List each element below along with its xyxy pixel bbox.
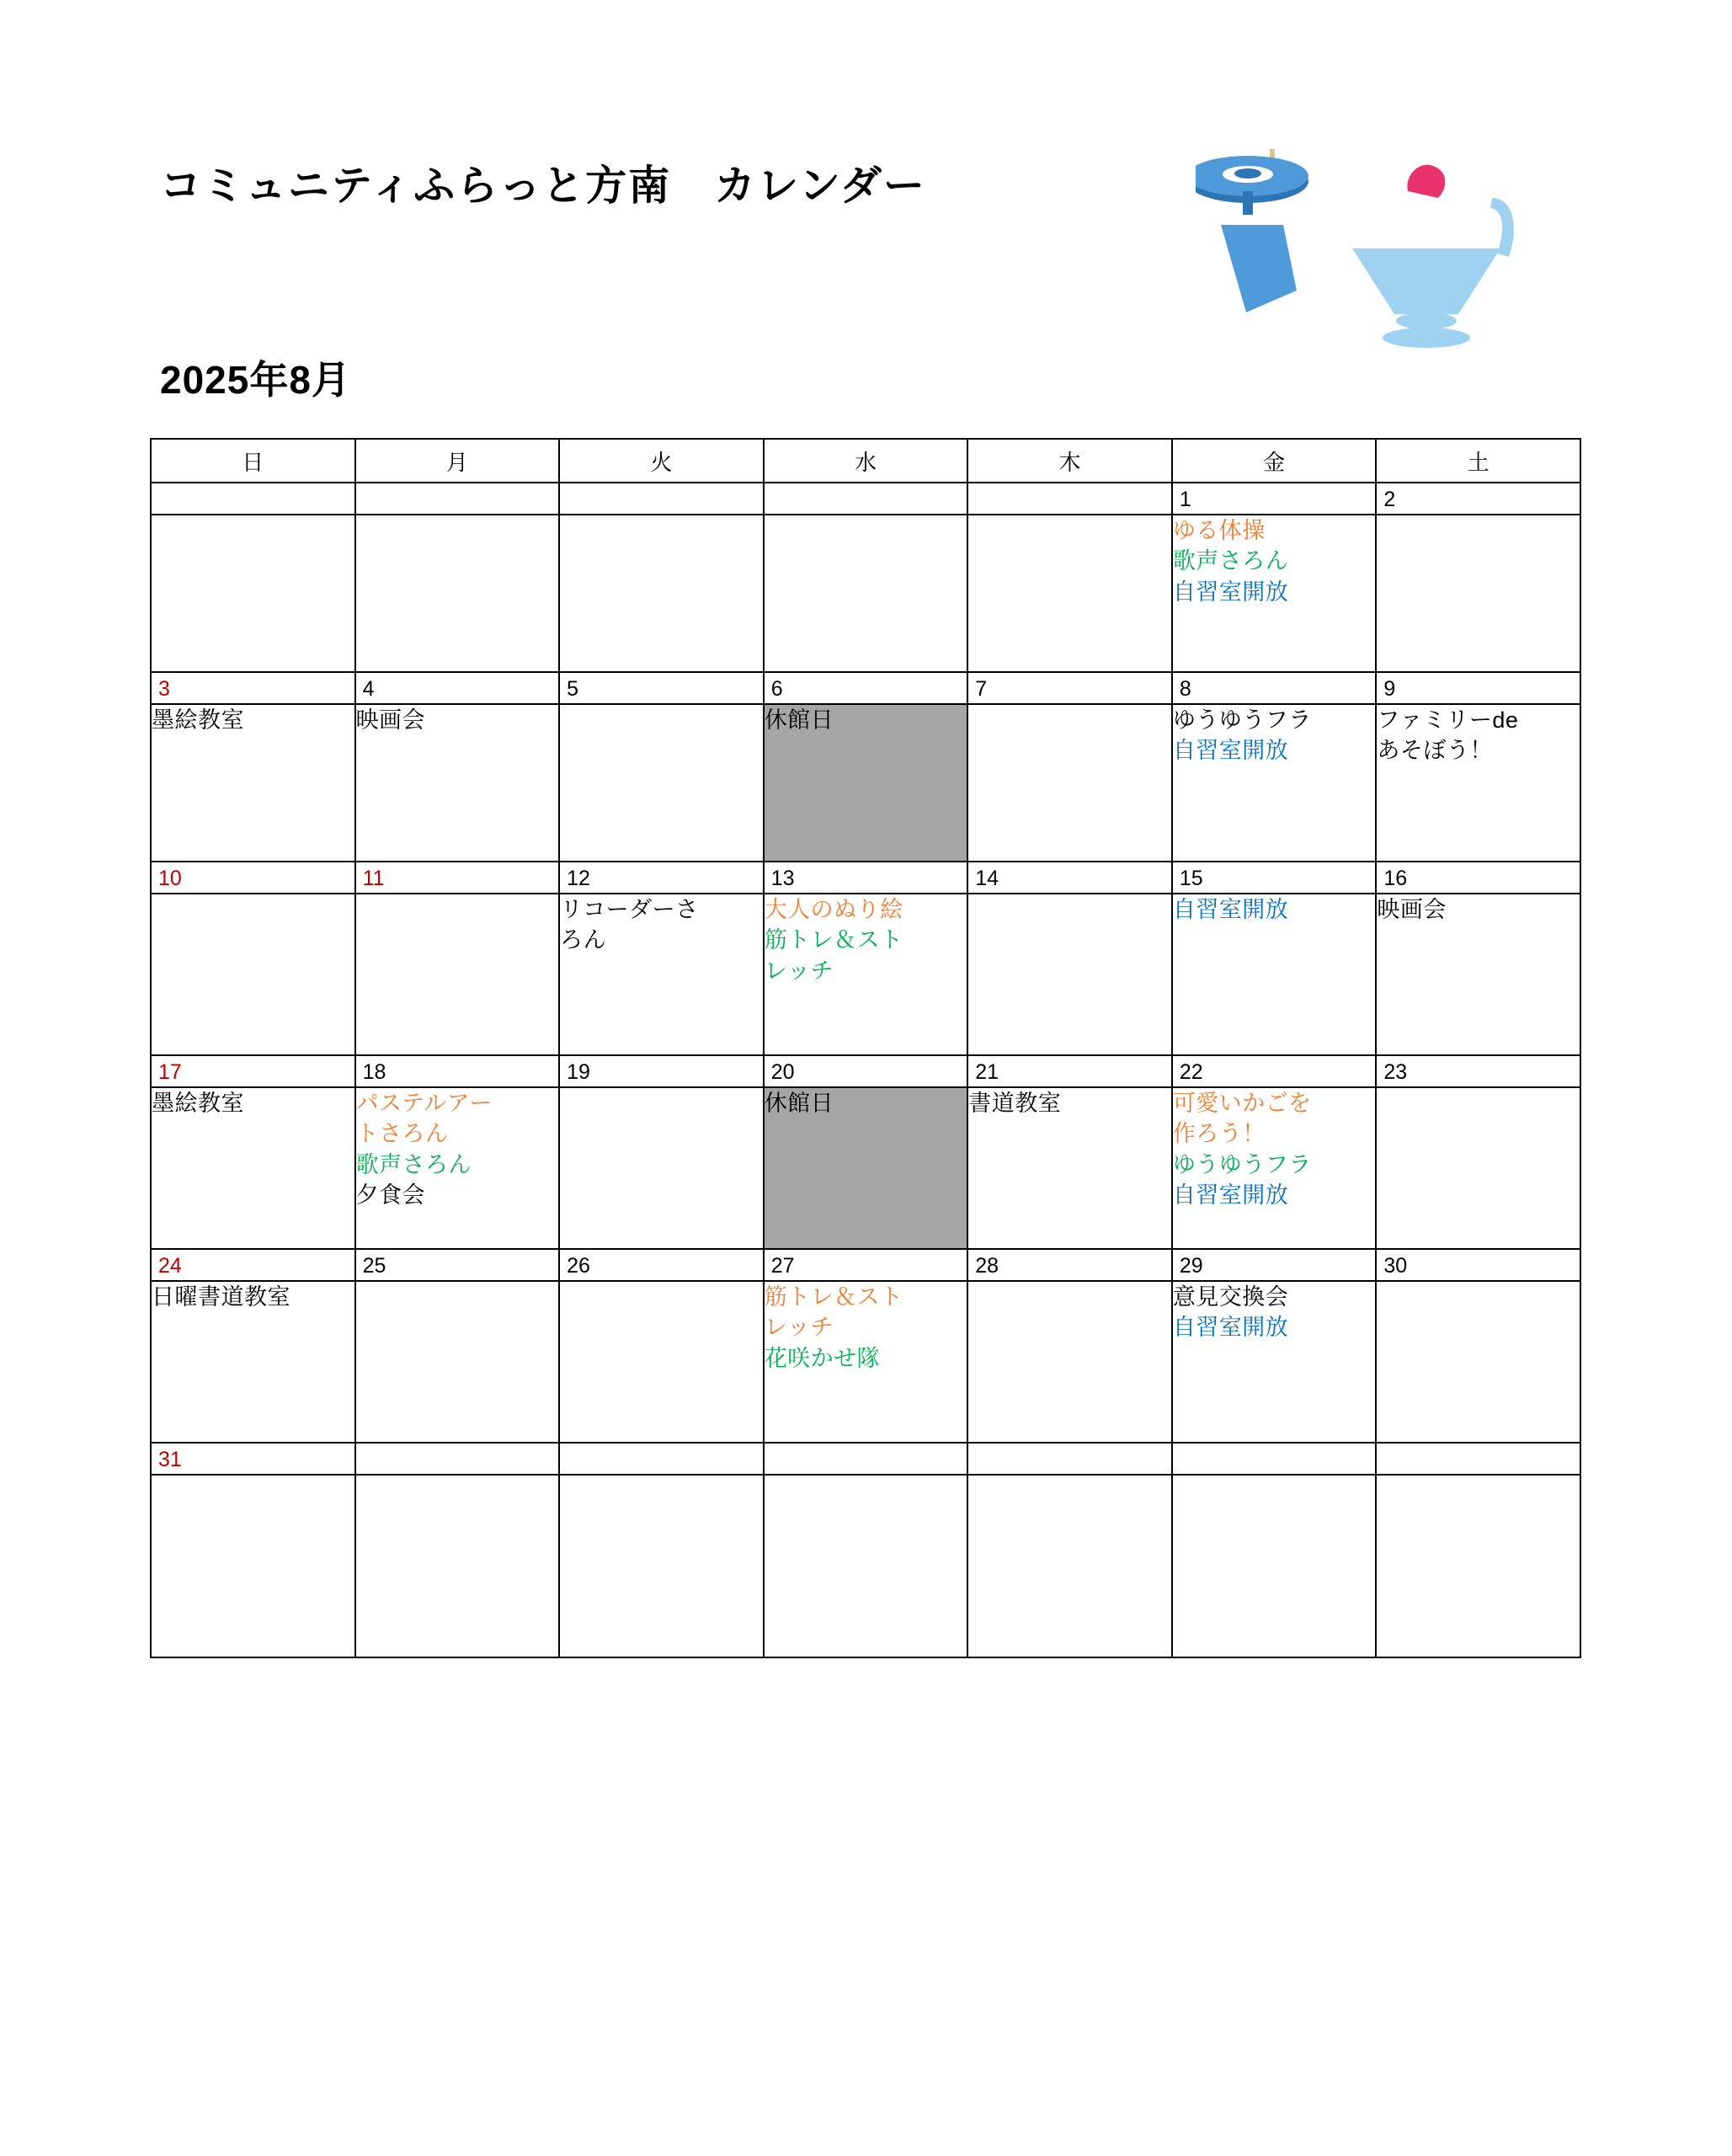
calendar-day-number-cell <box>151 862 355 894</box>
calendar-daynumber-row <box>151 862 1580 894</box>
weekday-thu: 木 <box>967 439 1172 483</box>
calendar-event: 墨絵教室 <box>152 707 244 733</box>
calendar-event: ゆる体操 <box>1172 518 1266 543</box>
calendar-events-row <box>151 1475 1580 1657</box>
calendar-day-number-cell <box>764 1249 968 1281</box>
calendar-event: レッチ <box>764 1315 834 1341</box>
day-number: 7 <box>975 677 988 701</box>
calendar-day-number-cell <box>355 483 560 515</box>
day-number: 5 <box>567 677 579 701</box>
calendar-day-events-cell <box>151 1281 355 1443</box>
day-number <box>560 483 763 512</box>
calendar-day-number-cell <box>1172 1443 1377 1475</box>
calendar-day-events-cell <box>559 894 764 1055</box>
day-number: 2 <box>1383 488 1396 511</box>
calendar-event: 墨絵教室 <box>152 1091 244 1116</box>
calendar-day-events-cell <box>355 704 560 862</box>
calendar-events-row <box>151 704 1580 862</box>
calendar-day-events-cell <box>967 704 1172 862</box>
calendar-day-events-cell <box>967 515 1172 672</box>
calendar-event: 自習室開放 <box>1172 1182 1289 1209</box>
calendar-day-number-cell <box>559 862 764 894</box>
calendar-day-number-cell <box>355 1443 560 1475</box>
calendar-event: 筋トレ＆スト <box>764 1284 903 1310</box>
day-number: 20 <box>770 1060 795 1084</box>
calendar-daynumber-row <box>151 1249 1580 1281</box>
weekday-fri: 金 <box>1172 439 1377 483</box>
calendar-day-events-cell <box>1376 894 1580 1055</box>
day-number <box>765 483 967 512</box>
calendar-day-events-cell <box>1376 1475 1580 1657</box>
calendar-day-number-cell <box>764 1055 968 1087</box>
day-number <box>152 483 354 512</box>
calendar-day-events-cell <box>1376 515 1580 672</box>
calendar-day-events-cell <box>151 704 355 862</box>
calendar-day-number-cell <box>967 1443 1172 1475</box>
calendar-day-events-cell <box>967 1087 1172 1249</box>
calendar-event: ろん <box>560 927 607 953</box>
calendar-daynumber-row <box>151 1055 1580 1087</box>
calendar-day-number-cell <box>967 1249 1172 1281</box>
calendar-day-number-cell <box>559 672 764 704</box>
weekday-wed: 水 <box>764 439 968 483</box>
calendar-event: 花咲かせ隊 <box>764 1345 881 1371</box>
calendar-event: 自習室開放 <box>1172 579 1289 605</box>
day-number: 6 <box>770 677 783 701</box>
calendar-day-number-cell <box>1172 483 1377 515</box>
day-number: 31 <box>158 1448 182 1471</box>
day-number: 12 <box>567 867 590 890</box>
day-number: 11 <box>362 867 385 890</box>
day-number: 15 <box>1179 867 1203 890</box>
calendar-day-number-cell <box>1172 862 1377 894</box>
calendar-event: 映画会 <box>355 707 426 733</box>
calendar-table <box>150 438 1581 1658</box>
day-number: 16 <box>1383 867 1408 890</box>
calendar-event: 大人のぬり絵 <box>764 897 903 922</box>
calendar-day-events-cell <box>355 1475 560 1657</box>
calendar-event: 自習室開放 <box>1172 738 1289 764</box>
day-number: 14 <box>975 867 999 890</box>
calendar-event: 休館日 <box>764 1091 834 1116</box>
day-number <box>765 1444 967 1472</box>
calendar-event: トさろん <box>355 1121 449 1147</box>
calendar-event: 日曜書道教室 <box>152 1284 290 1310</box>
calendar-day-number-cell <box>967 672 1172 704</box>
calendar-day-events-cell <box>764 894 968 1055</box>
calendar-event: 可愛いかごを <box>1172 1091 1312 1116</box>
calendar-day-events-cell <box>355 1087 560 1249</box>
calendar-event: 筋トレ＆スト <box>764 927 903 953</box>
day-number <box>560 1444 763 1472</box>
day-number: 8 <box>1179 677 1191 701</box>
day-number <box>968 483 1171 512</box>
day-number: 18 <box>362 1060 386 1084</box>
day-number <box>1173 1444 1376 1472</box>
calendar-daynumber-row <box>151 1443 1580 1475</box>
weekday-sun: 日 <box>151 439 355 483</box>
day-number: 17 <box>158 1060 182 1084</box>
day-number: 24 <box>158 1254 182 1278</box>
day-number: 28 <box>975 1254 999 1278</box>
calendar-day-events-cell <box>1172 1281 1377 1443</box>
calendar-event: 映画会 <box>1377 897 1447 922</box>
calendar-event: パステルアー <box>355 1091 493 1116</box>
day-number: 22 <box>1179 1060 1203 1084</box>
day-number: 25 <box>362 1254 386 1278</box>
calendar-event: 歌声さろん <box>1172 548 1289 574</box>
calendar-day-events-cell <box>967 1475 1172 1657</box>
calendar-events-row <box>151 515 1580 672</box>
calendar-day-events-cell <box>1376 1087 1580 1249</box>
shaved-ice-icon <box>1352 165 1514 348</box>
calendar-day-number-cell <box>1172 1055 1377 1087</box>
calendar-event: ゆうゆうフラ <box>1172 707 1312 733</box>
calendar-day-number-cell <box>967 862 1172 894</box>
calendar-daynumber-row <box>151 483 1580 515</box>
calendar-event: レッチ <box>764 958 834 984</box>
calendar-day-number-cell <box>1172 1249 1377 1281</box>
calendar-day-number-cell <box>1376 483 1580 515</box>
calendar-day-number-cell <box>967 1055 1172 1087</box>
calendar-day-number-cell <box>355 862 560 894</box>
calendar-day-number-cell <box>764 862 968 894</box>
calendar-day-number-cell <box>1376 672 1580 704</box>
calendar-event: 書道教室 <box>968 1091 1062 1116</box>
day-number: 23 <box>1383 1060 1408 1084</box>
calendar-day-number-cell <box>967 483 1172 515</box>
day-number: 29 <box>1179 1254 1203 1278</box>
day-number: 30 <box>1383 1254 1408 1278</box>
calendar-day-number-cell <box>764 1443 968 1475</box>
page-title: コミュニティふらっと方南 カレンダー <box>160 163 926 209</box>
day-number: 4 <box>362 677 375 701</box>
calendar-day-number-cell <box>355 1249 560 1281</box>
calendar-day-events-cell <box>1376 704 1580 862</box>
calendar-day-events-cell <box>1172 1475 1377 1657</box>
calendar-event: あそぼう！ <box>1377 738 1493 764</box>
calendar-event: ゆうゆうフラ <box>1172 1151 1312 1177</box>
calendar-day-number-cell <box>764 483 968 515</box>
calendar-day-number-cell <box>355 1055 560 1087</box>
calendar-day-events-cell <box>559 1475 764 1657</box>
calendar-day-number-cell <box>1376 1055 1580 1087</box>
calendar-day-events-cell <box>151 515 355 672</box>
calendar-day-events-cell <box>355 515 560 672</box>
weekday-header-row <box>151 439 1580 483</box>
day-number: 9 <box>1383 677 1396 701</box>
calendar-day-number-cell <box>764 672 968 704</box>
day-number: 26 <box>567 1254 590 1278</box>
calendar-event: 作ろう！ <box>1172 1121 1266 1147</box>
calendar-day-number-cell <box>151 672 355 704</box>
decoration-illustration <box>1196 147 1532 350</box>
calendar-events-row <box>151 1281 1580 1443</box>
calendar-event: ファミリーde <box>1377 707 1519 733</box>
calendar-day-events-cell <box>967 1281 1172 1443</box>
calendar-day-events-cell <box>764 1281 968 1443</box>
calendar-day-events-cell <box>1172 894 1377 1055</box>
calendar-event: 自習室開放 <box>1172 897 1289 922</box>
day-number: 13 <box>770 867 795 890</box>
calendar-day-events-cell <box>967 894 1172 1055</box>
calendar-day-events-cell <box>764 1475 968 1657</box>
calendar-events-row <box>151 894 1580 1055</box>
calendar-day-number-cell <box>1376 1443 1580 1475</box>
calendar-day-events-cell <box>559 1281 764 1443</box>
calendar-day-events-cell <box>559 704 764 862</box>
day-number <box>356 483 559 512</box>
day-number: 27 <box>770 1254 795 1278</box>
calendar-event: 歌声さろん <box>355 1151 472 1177</box>
calendar-day-events-cell <box>355 1281 560 1443</box>
calendar-day-number-cell <box>151 1443 355 1475</box>
calendar-events-row <box>151 1087 1580 1249</box>
calendar-day-events-cell <box>1172 704 1377 862</box>
calendar-day-number-cell <box>559 1055 764 1087</box>
day-number <box>968 1444 1171 1472</box>
day-number <box>356 1444 559 1472</box>
calendar-day-number-cell <box>151 1249 355 1281</box>
day-number: 1 <box>1179 488 1191 511</box>
calendar-day-events-cell <box>764 515 968 672</box>
weekday-tue: 火 <box>559 439 764 483</box>
calendar-day-number-cell <box>1376 862 1580 894</box>
calendar-day-events-cell <box>764 1087 968 1249</box>
day-number: 3 <box>158 677 170 701</box>
month-label: 2025年8月 <box>160 358 351 402</box>
calendar-day-number-cell <box>151 1055 355 1087</box>
day-number: 21 <box>975 1060 999 1084</box>
calendar-day-events-cell <box>151 1475 355 1657</box>
calendar-event: 夕食会 <box>355 1182 426 1209</box>
calendar-event: 休館日 <box>764 707 834 733</box>
calendar-day-events-cell <box>1172 515 1377 672</box>
day-number: 19 <box>567 1060 590 1084</box>
calendar-day-number-cell <box>559 483 764 515</box>
calendar-event: 自習室開放 <box>1172 1315 1289 1341</box>
weekday-mon: 月 <box>355 439 560 483</box>
weekday-sat: 土 <box>1376 439 1580 483</box>
day-number <box>1377 1444 1580 1472</box>
calendar-day-events-cell <box>1172 1087 1377 1249</box>
wind-chime-icon <box>1196 149 1308 323</box>
calendar-daynumber-row <box>151 672 1580 704</box>
calendar-day-number-cell <box>559 1443 764 1475</box>
calendar-day-number-cell <box>151 483 355 515</box>
calendar-day-number-cell <box>355 672 560 704</box>
calendar-day-number-cell <box>1376 1249 1580 1281</box>
calendar-day-number-cell <box>1172 672 1377 704</box>
calendar-day-events-cell <box>1376 1281 1580 1443</box>
calendar-day-events-cell <box>355 894 560 1055</box>
day-number: 10 <box>158 867 182 890</box>
calendar-day-events-cell <box>151 1087 355 1249</box>
calendar-day-events-cell <box>559 1087 764 1249</box>
calendar-day-number-cell <box>559 1249 764 1281</box>
calendar-day-events-cell <box>559 515 764 672</box>
calendar-event: リコーダーさ <box>560 897 699 922</box>
calendar-event: 意見交換会 <box>1172 1284 1289 1310</box>
calendar-day-events-cell <box>151 894 355 1055</box>
calendar-day-events-cell <box>764 704 968 862</box>
